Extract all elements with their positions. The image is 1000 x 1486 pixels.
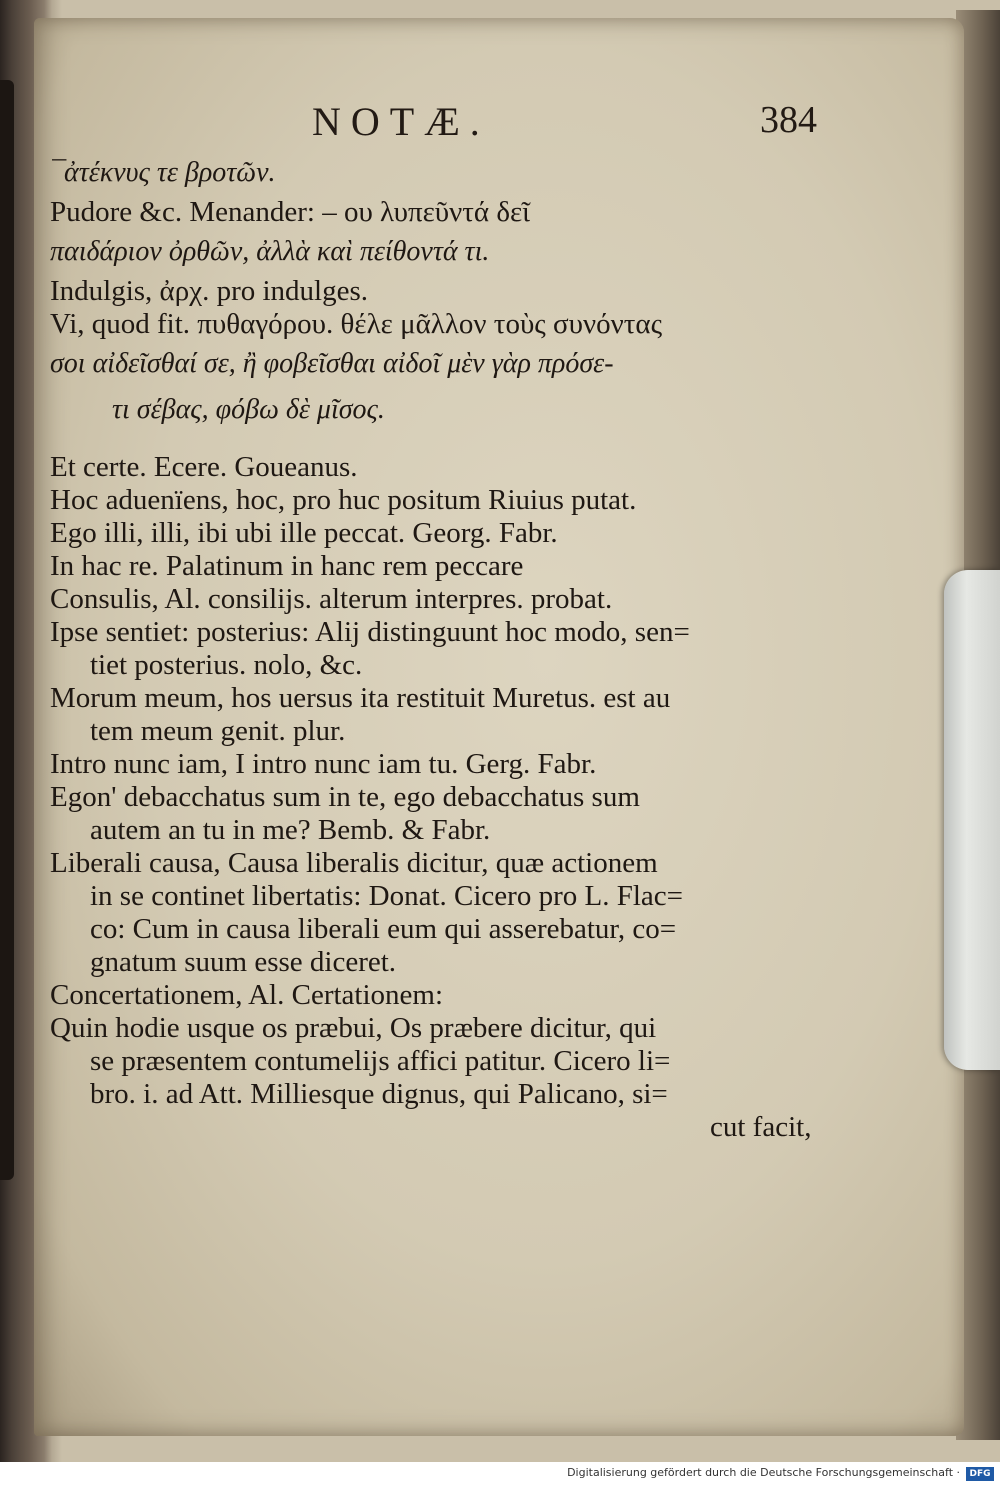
text-line: gnatum suum esse diceret.: [90, 946, 397, 978]
page-number: 384: [760, 99, 817, 141]
text-line: tiet posterius. nolo, &c.: [90, 649, 363, 681]
text-line: Et certe. Ecere. Goueanus.: [50, 451, 358, 483]
text-line: Quin hodie usque os præbui, Os præbere dicitur, qui: [50, 1012, 657, 1044]
text-line: Morum meum, hos uersus ita restituit Muretus. est au: [50, 682, 671, 714]
text-line: Indulgis, ἀρχ. pro indulges.: [50, 275, 369, 307]
text-line: Ego illi, illi, ibi ubi ille peccat. Georg. Fabr.: [50, 517, 558, 549]
text-line: Consulis, Al. consilijs. alterum interpres. probat.: [50, 583, 613, 615]
text-line: bro. i. ad Att. Milliesque dignus, qui Palicano, si=: [90, 1078, 668, 1110]
text-line: Liberali causa, Causa liberalis dicitur, quæ actionem: [50, 847, 658, 879]
text-line: Ipse sentiet: posterius: Alij distinguunt hoc modo, sen=: [50, 616, 690, 648]
page-title: NOTÆ.: [312, 99, 490, 144]
text-line: Concertationem, Al. Certationem:: [50, 979, 444, 1011]
text-line: se præsentem contumelijs affici patitur. Cicero li=: [90, 1045, 671, 1077]
text-line: in se continet libertatis: Donat. Cicero pro L. Flac=: [90, 880, 683, 912]
dfg-logo: DFG: [966, 1467, 994, 1481]
text-line: τι σέβας, φόβω δὲ μῖσος.: [112, 394, 385, 425]
page-header: [34, 98, 964, 148]
text-line: παιδάριον ὀρθῶν, ἀλλὰ καὶ πείθοντά τι.: [50, 236, 490, 267]
text-line: Pudore &c. Menander: – ου λυπεῦντά δεῖ: [50, 196, 530, 228]
text-line: In hac re. Palatinum in hanc rem peccare: [50, 550, 524, 582]
text-line: ¯ἀτέκνυς τε βροτῶν.: [50, 157, 276, 188]
page-text: [50, 150, 840, 1144]
text-line: tem meum genit. plur.: [90, 715, 346, 747]
text-line: Egon' debacchatus sum in te, ego debacchatus sum: [50, 781, 640, 813]
text-line: σοι αἰδεῖσθαί σε, ἢ φοβεῖσθαι αἰδοῖ μὲν γὰρ πρόσε-: [50, 348, 614, 379]
text-line: co: Cum in causa liberali eum qui asserebatur, co=: [90, 913, 677, 945]
text-line: cut facit,: [710, 1111, 812, 1143]
paragraph-gap: [50, 433, 840, 451]
text-line: Vi, quod fit. πυθαγόρου. θέλε μᾶλλον τοὺς συνόντας: [50, 308, 663, 340]
text-line: autem an tu in me? Bemb. & Fabr.: [90, 814, 491, 846]
footer-bar: [0, 1462, 1000, 1486]
digitization-credit: Digitalisierung gefördert durch die Deutsche Forschungsgemeinschaft ·: [567, 1466, 960, 1479]
text-line: Intro nunc iam, I intro nunc iam tu. Gerg. Fabr.: [50, 748, 597, 780]
page-marker-tab: [944, 570, 1000, 1070]
book-spine-edge: [0, 80, 14, 1180]
text-line: Hoc aduenïens, hoc, pro huc positum Riuius putat.: [50, 484, 637, 516]
